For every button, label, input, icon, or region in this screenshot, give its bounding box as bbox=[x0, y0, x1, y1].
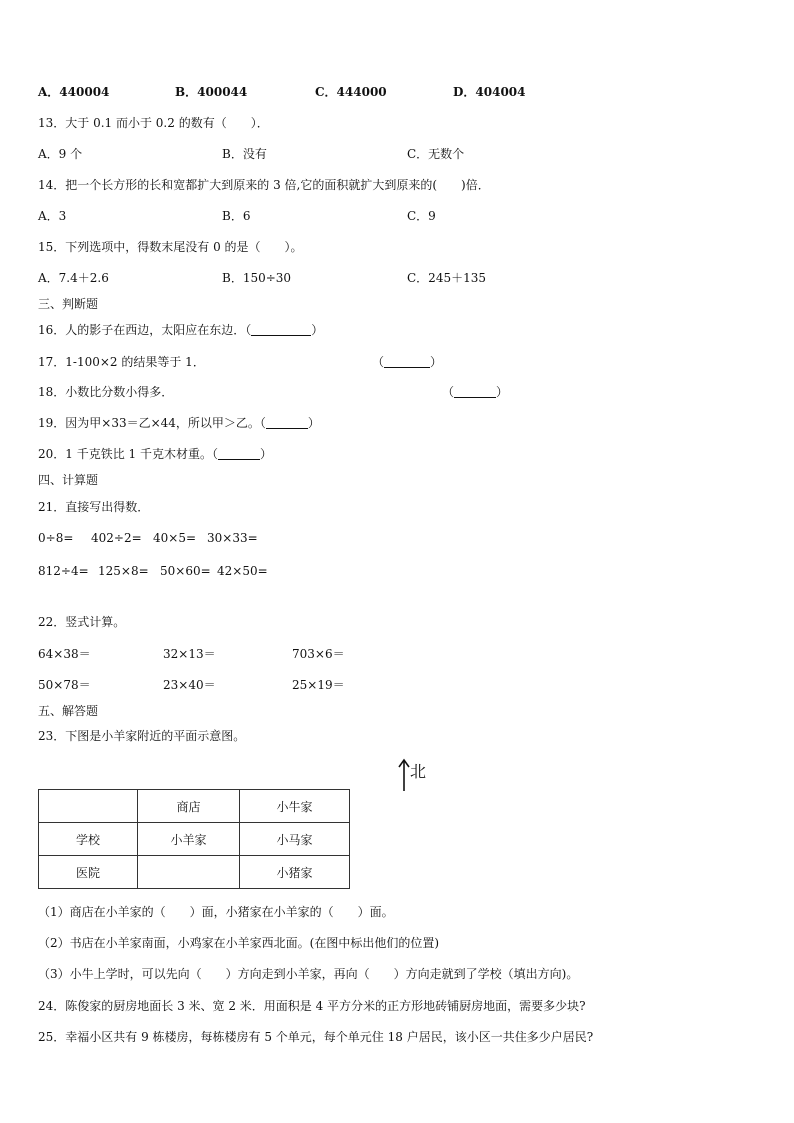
q18-answer-blank[interactable] bbox=[454, 385, 496, 398]
map-cell-hospital: 医院 bbox=[39, 856, 138, 889]
q20-text: 20．1 千克铁比 1 千克木材重。（ bbox=[38, 447, 218, 461]
q21-item: 812÷4= bbox=[38, 564, 89, 578]
q12-option-c: C．444000 bbox=[315, 85, 387, 99]
q21-item: 402÷2= bbox=[91, 531, 142, 545]
q12-option-d: D．404004 bbox=[453, 85, 526, 99]
q20-close: ） bbox=[259, 447, 272, 461]
q21-item: 30×33= bbox=[207, 531, 258, 545]
q14-option-b: B．6 bbox=[222, 209, 251, 223]
q14-option-a: A．3 bbox=[38, 209, 67, 223]
section-heading-word-problems: 五、解答题 bbox=[38, 704, 99, 718]
map-cell-school: 学校 bbox=[39, 823, 138, 856]
q14-option-c: C．9 bbox=[407, 209, 436, 223]
q16-answer-blank[interactable] bbox=[251, 323, 311, 336]
q22-stem: 22．竖式计算。 bbox=[38, 615, 126, 629]
q21-stem: 21．直接写出得数． bbox=[38, 500, 150, 514]
q21-item: 0÷8= bbox=[38, 531, 74, 545]
q15-option-a: A．7.4＋2.6 bbox=[38, 271, 109, 285]
q22-item: 32×13＝ bbox=[163, 647, 216, 661]
q18-text: 18．小数比分数小得多． bbox=[38, 385, 174, 399]
q16-close: ） bbox=[311, 323, 324, 337]
q21-item: 40×5= bbox=[153, 531, 197, 545]
q17-close: ） bbox=[430, 355, 443, 369]
section-heading-judgement: 三、判断题 bbox=[38, 297, 99, 311]
q12-option-b: B．400044 bbox=[175, 85, 248, 99]
map-cell-piglet-home: 小猪家 bbox=[240, 856, 350, 889]
q15-option-c: C．245＋135 bbox=[407, 271, 486, 285]
q19-answer-blank[interactable] bbox=[266, 416, 308, 429]
north-label: 北 bbox=[410, 762, 427, 781]
q21-item: 125×8= bbox=[98, 564, 149, 578]
q15-option-b: B．150÷30 bbox=[222, 271, 292, 285]
q22-item: 64×38＝ bbox=[38, 647, 91, 661]
q20 bbox=[38, 446, 272, 462]
map-cell-lamb-home: 小羊家 bbox=[138, 823, 240, 856]
q24: 24．陈俊家的厨房地面长 3 米、宽 2 米．用面积是 4 平方分米的正方形地砖铺厨房地面，需要多少块? bbox=[38, 999, 586, 1013]
q17-answer bbox=[372, 354, 442, 370]
q21-item: 50×60= bbox=[160, 564, 211, 578]
q23-sub1: （1）商店在小羊家的（ ）面，小猪家在小羊家的（ ）面。 bbox=[38, 905, 394, 919]
q15-stem: 15．下列选项中，得数末尾没有 0 的是（ ）。 bbox=[38, 240, 303, 254]
q21-item: 42×50= bbox=[217, 564, 268, 578]
map-cell-shop: 商店 bbox=[138, 790, 240, 823]
q22-item: 25×19＝ bbox=[292, 678, 345, 692]
map-cell[interactable] bbox=[138, 856, 240, 889]
q14-stem: 14．把一个长方形的长和宽都扩大到原来的 3 倍,它的面积就扩大到原来的( )倍． bbox=[38, 178, 490, 192]
neighborhood-map-grid bbox=[38, 789, 350, 889]
q22-item: 703×6＝ bbox=[292, 647, 345, 661]
q18-close: ） bbox=[496, 385, 509, 399]
north-arrow-icon bbox=[398, 758, 410, 792]
q18-open: （ bbox=[442, 385, 455, 399]
q20-answer-blank[interactable] bbox=[218, 447, 260, 460]
map-cell[interactable] bbox=[39, 790, 138, 823]
q19-text: 19．因为甲×33＝乙×44，所以甲＞乙。（ bbox=[38, 416, 266, 430]
q16 bbox=[38, 322, 323, 338]
q25: 25．幸福小区共有 9 栋楼房，每栋楼房有 5 个单元，每个单元住 18 户居民，该小区一共住多少户居民? bbox=[38, 1030, 594, 1044]
q17-answer-blank[interactable] bbox=[384, 355, 430, 368]
section-heading-calculation: 四、计算题 bbox=[38, 473, 99, 487]
q23-sub3: （3）小牛上学时，可以先向（ ）方向走到小羊家，再向（ ）方向走就到了学校（填出方向)。 bbox=[38, 967, 579, 981]
q17-text: 17．1-100×2 的结果等于 1． bbox=[38, 355, 205, 369]
q16-text: 16．人的影子在西边，太阳应在东边．（ bbox=[38, 323, 252, 337]
q17-open: （ bbox=[372, 355, 385, 369]
q19 bbox=[38, 415, 320, 431]
q12-option-a: A．440004 bbox=[38, 85, 110, 99]
q22-item: 50×78＝ bbox=[38, 678, 91, 692]
map-cell-calf-home: 小牛家 bbox=[240, 790, 350, 823]
q13-option-c: C．无数个 bbox=[407, 147, 465, 161]
q22-item: 23×40＝ bbox=[163, 678, 216, 692]
map-cell-pony-home: 小马家 bbox=[240, 823, 350, 856]
q13-option-a: A．9 个 bbox=[38, 147, 83, 161]
q13-stem: 13．大于 0.1 而小于 0.2 的数有（ ）． bbox=[38, 116, 269, 130]
q18-answer bbox=[442, 384, 508, 400]
q13-option-b: B．没有 bbox=[222, 147, 267, 161]
q23-stem: 23．下图是小羊家附近的平面示意图。 bbox=[38, 729, 246, 743]
q19-close: ） bbox=[307, 416, 320, 430]
q23-sub2: （2）书店在小羊家南面，小鸡家在小羊家西北面。(在图中标出他们的位置) bbox=[38, 936, 440, 950]
